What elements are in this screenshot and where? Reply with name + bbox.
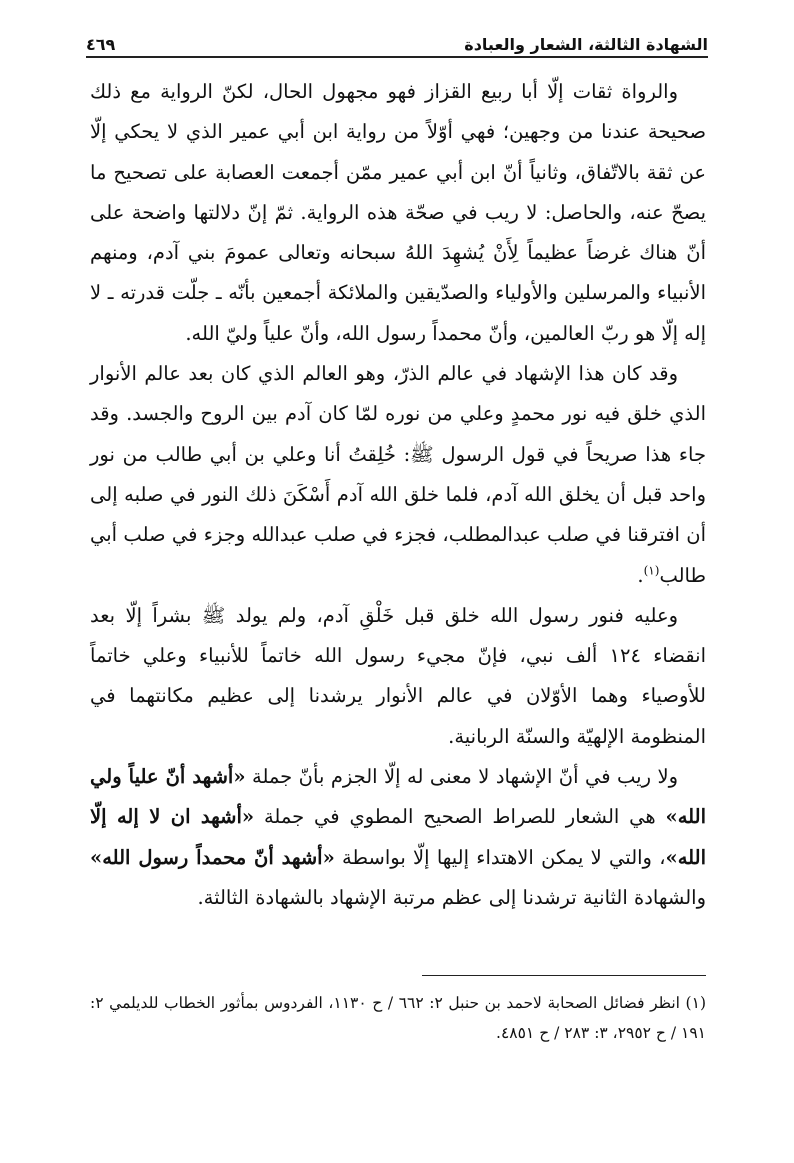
paragraph-4-part-a: ولا ريب في أنّ الإشهاد لا معنى له إلّا الجزم بأنّ جملة — [252, 765, 678, 789]
paragraph-1: والرواة ثقات إلّا أبا ربيع القزاز فهو مجهول الحال، لكنّ الرواية مع ذلك صحيحة عندنا من وجهين؛ فهي أوّلاً من رواية ابن أبي عمير الذي لا يحكي إلّا عن ثقة بالاتّفاق، وثانياً أنّ ابن أبي عمير ممّن أجمعت العصابة على تصحيح ما يصحّ عنه، والحاصل: لا ريب في صحّة هذه الرواية. ثمّ إنّ دلالتها واضحة على أنّ هناك غرضاً عظيماً لِأَنْ يُشهِدَ اللهُ سبحانه وتعالى عمومَ بني آدم، ومنهم الأنبياء والمرسلين والأولياء والصدّيقين والملائكة أجمعين بأنّه ـ جلّت قدرته ـ لا إله إلّا هو ربّ العالمين، وأنّ محمداً رسول الله، وأنّ علياً وليّ الله. — [90, 80, 706, 345]
paragraph-2-text: وقد كان هذا الإشهاد في عالم الذرّ، وهو العالم الذي كان بعد عالم الأنوار الذي خلق فيه نور محمدٍ وعلي من نوره لمّا كان آدم بين الروح والجسد. وقد جاء هذا صريحاً في قول الرسول ﷺ: خُلِقتُ أنا وعلي بن أبي طالب من نور واحد قبل أن يخلق الله آدم، فلما خلق الله آدم أَسْكَنَ ذلك النور في صلبه إلى أن افترقنا في صلب عبدالمطلب، فجزء في صلب عبدالله وجزء في صلب أبي طالب — [90, 362, 706, 587]
paragraph-4-part-c: ، والتي لا يمكن الاهتداء إليها إلّا بواسطة — [342, 845, 666, 869]
footnote-separator — [422, 975, 706, 976]
paragraph-4-part-d: والشهادة الثانية ترشدنا إلى عظم مرتبة الإشهاد بالشهادة الثالثة. — [197, 885, 706, 909]
footnotes — [90, 988, 706, 1048]
paragraph-4-part-b: هي الشعار للصراط الصحيح المطوي في جملة — [263, 805, 656, 829]
running-title: الشهادة الثالثة، الشعار والعبادة — [464, 35, 708, 54]
footnote-ref-1: (١) — [643, 563, 660, 578]
quote-first-shahada: «أشهد ان لا إله إلّا الله» — [90, 805, 706, 869]
footnote-1: (١) انظر فضائل الصحابة لاحمد بن حنبل ٢: ٦٦٢ / ح ١١٣٠، الفردوس بمأثور الخطاب للديلمي ٢: ١٩١ / ح ٢٩٥٢، ٣: ٢٨٣ / ح ٤٨٥١. — [90, 994, 706, 1042]
paragraph-4 — [90, 757, 706, 918]
paragraph-3: وعليه فنور رسول الله خلق قبل خَلْقِ آدم، ولم يولد ﷺ بشراً إلّا بعد انقضاء ١٢٤ ألف نبي، فإنّ مجيء رسول الله خاتماً للأنبياء وعلي خاتماً للأوصياء وهما الأوّلان في عالم الأنوار يرشدنا إلى عظيم مكانتهما في المنظومة الإلهيّة والسنّة الربانية. — [90, 603, 706, 748]
quote-second-shahada: «أشهد أنّ محمداً رسول الله» — [90, 845, 335, 869]
quote-third-shahada: «أشهد أنّ علياً ولي الله» — [90, 765, 706, 829]
paragraph-2-end: . — [637, 563, 644, 587]
paragraph-2 — [90, 354, 706, 596]
page-header — [86, 30, 708, 58]
page-number: ٤٦٩ — [86, 35, 116, 54]
main-text — [90, 72, 706, 918]
